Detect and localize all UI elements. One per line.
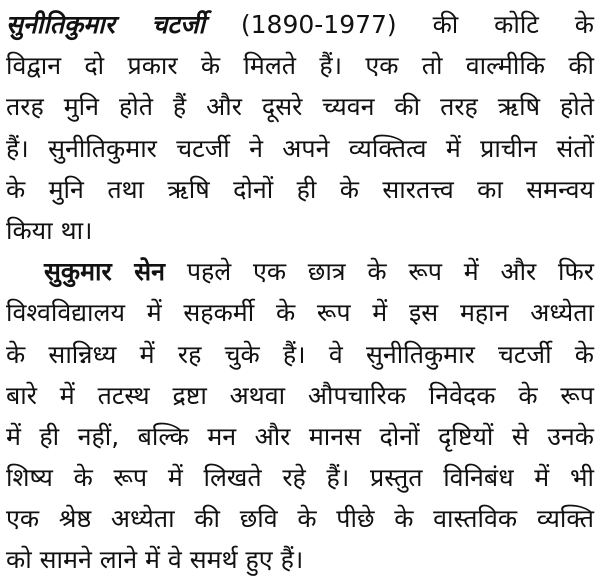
text-line: किया था।	[6, 215, 93, 245]
text-line: तरह मुनि होते हैं और दूसरे च्यवन की तरह ऋषि होते	[6, 92, 594, 122]
line-text: (1890-1977) की कोटि के	[205, 10, 595, 39]
text-line	[6, 4, 594, 45]
text-line: शिष्य के रूप में लिखते रहे हैं। प्रस्तुत विनिबंध में भी	[6, 463, 594, 493]
text-line: के मुनि तथा ऋषि दोनों ही के सारतत्त्व का समन्वय	[6, 174, 594, 204]
paragraph-1	[6, 4, 594, 251]
text-line: एक श्रेष्ठ अध्येता की छवि के पीछे के वास्तविक व्यक्ति	[6, 504, 594, 534]
text-line: विद्वान दो प्रकार के मिलते हैं। एक तो वाल्मीकि की	[6, 51, 594, 81]
text-line: के सान्निध्य में रह चुके हैं। वे सुनीतिकुमार चटर्जी के	[6, 339, 594, 369]
line-text: पहले एक छात्र के रूप में और फिर	[165, 257, 594, 287]
text-line: विश्वविद्यालय में सहकर्मी के रूप में इस महान अध्येता	[6, 298, 594, 328]
text-line: बारे में तटस्थ द्रष्टा अथवा औपचारिक निवेदक के रूप	[6, 380, 594, 410]
text-line	[6, 251, 594, 292]
text-line: में ही नहीं, बल्कि मन और मानस दोनों दृष्टियों से उनके	[6, 421, 594, 451]
text-line: हैं। सुनीतिकुमार चटर्जी ने अपने व्यक्तित्व में प्राचीन संतों	[6, 133, 594, 163]
author-name: सुकुमार सेन	[44, 257, 166, 287]
subject-name: सुनीतिकुमार चटर्जी	[6, 10, 205, 39]
paragraph-2	[6, 251, 594, 581]
text-line: को सामने लाने में वे समर्थ हुए हैं।	[6, 545, 304, 575]
